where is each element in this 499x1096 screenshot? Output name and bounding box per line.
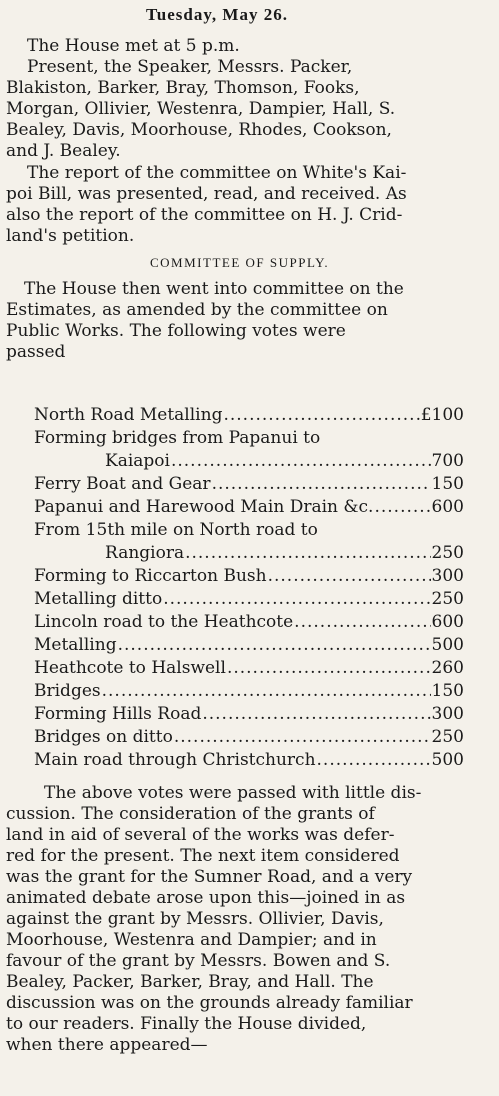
vote-amount: 250	[431, 589, 464, 609]
dot-leader	[118, 635, 431, 655]
vote-row	[34, 658, 464, 678]
paragraph-line: Moorhouse, Westenra and Dampier; and in	[6, 930, 377, 950]
paragraph-line: Estimates, as amended by the committee on	[6, 300, 388, 320]
dot-leader	[185, 543, 430, 563]
vote-name: Rangiora	[105, 543, 185, 563]
dot-leader	[163, 589, 430, 609]
dot-leader	[227, 658, 431, 678]
vote-name: Forming bridges from Papanui to	[34, 428, 321, 448]
paragraph-line: red for the present. The next item considered	[6, 846, 400, 866]
paragraph-line: discussion was on the grounds already familiar	[6, 993, 413, 1013]
vote-row	[34, 589, 464, 609]
paragraph-line: poi Bill, was presented, read, and received. As	[6, 184, 407, 204]
paragraph-line: The House then went into committee on the	[24, 279, 404, 299]
vote-amount: 260	[431, 658, 464, 678]
vote-name: Kaiapoi	[105, 451, 170, 471]
date-heading: Tuesday, May 26.	[146, 5, 288, 24]
paragraph-line: Morgan, Ollivier, Westenra, Dampier, Hall, S.	[6, 99, 396, 119]
vote-name: Metalling ditto	[34, 589, 163, 609]
dot-leader	[171, 451, 431, 471]
dot-leader	[174, 727, 431, 747]
vote-amount: 700	[431, 451, 464, 471]
paragraph-line: Public Works. The following votes were	[6, 321, 346, 341]
vote-amount: 600	[431, 497, 464, 517]
dot-leader	[317, 750, 431, 770]
vote-name: Bridges	[34, 681, 101, 701]
vote-row	[34, 497, 464, 517]
vote-amount: 600	[431, 612, 464, 632]
paragraph-line: favour of the grant by Messrs. Bowen and S.	[6, 951, 391, 971]
vote-amount: 250	[431, 727, 464, 747]
vote-name: From 15th mile on North road to	[34, 520, 318, 540]
paragraph-line: animated debate arose upon this—joined in as	[6, 888, 406, 908]
dot-leader	[102, 681, 431, 701]
paragraph-line: Present, the Speaker, Messrs. Packer,	[27, 57, 353, 77]
section-subheading: COMMITTEE OF SUPPLY.	[150, 255, 330, 270]
paragraph-line: and J. Bealey.	[6, 141, 121, 161]
vote-name: Papanui and Harewood Main Drain &c.	[34, 497, 374, 517]
paragraph-line: The report of the committee on White's Kai-	[27, 163, 407, 183]
dot-leader	[294, 612, 430, 632]
dot-leader	[374, 497, 430, 517]
vote-amount: 150	[431, 474, 464, 494]
vote-name: Bridges on ditto	[34, 727, 173, 747]
vote-amount: 150	[431, 681, 464, 701]
vote-name: Lincoln road to the Heathcote	[34, 612, 294, 632]
vote-amount: 250	[431, 543, 464, 563]
vote-name: Metalling	[34, 635, 117, 655]
vote-row	[34, 612, 464, 632]
paragraph-line: Blakiston, Barker, Bray, Thomson, Fooks,	[6, 78, 360, 98]
vote-amount: 500	[431, 750, 464, 770]
paragraph-line: land in aid of several of the works was defer-	[6, 825, 395, 845]
vote-row	[34, 635, 464, 655]
vote-row	[34, 405, 464, 425]
dot-leader	[268, 566, 431, 586]
vote-row	[34, 681, 464, 701]
paragraph-line: when there appeared—	[6, 1035, 208, 1055]
vote-row	[105, 451, 464, 471]
paragraph-line: The House met at 5 p.m.	[27, 36, 240, 56]
vote-name: Heathcote to Halswell	[34, 658, 226, 678]
dot-leader	[202, 704, 430, 724]
vote-amount: 300	[431, 704, 464, 724]
vote-amount: 500	[431, 635, 464, 655]
paragraph-line: Bealey, Packer, Barker, Bray, and Hall. The	[6, 972, 374, 992]
vote-name: North Road Metalling	[34, 405, 223, 425]
vote-row	[34, 750, 464, 770]
vote-amount: £100	[420, 405, 464, 425]
vote-name: Main road through Christchurch	[34, 750, 316, 770]
dot-leader	[212, 474, 431, 494]
vote-amount: 300	[431, 566, 464, 586]
vote-name: Ferry Boat and Gear	[34, 474, 211, 494]
vote-row	[105, 543, 464, 563]
vote-name: Forming to Riccarton Bush	[34, 566, 267, 586]
vote-row	[34, 566, 464, 586]
paragraph-line: The above votes were passed with little dis-	[44, 783, 422, 803]
vote-name: Forming Hills Road	[34, 704, 202, 724]
paragraph-line: Bealey, Davis, Moorhouse, Rhodes, Cookson,	[6, 120, 392, 140]
paragraph-line: also the report of the committee on H. J. Crid-	[6, 205, 403, 225]
paragraph-line: passed	[6, 342, 66, 362]
vote-row	[34, 704, 464, 724]
paragraph-line: cussion. The consideration of the grants of	[6, 804, 375, 824]
dot-leader	[223, 405, 419, 425]
vote-row	[34, 727, 464, 747]
paragraph-line: was the grant for the Sumner Road, and a very	[6, 867, 413, 887]
vote-row	[34, 474, 464, 494]
paragraph-line: against the grant by Messrs. Ollivier, Davis,	[6, 909, 384, 929]
paragraph-line: to our readers. Finally the House divided,	[6, 1014, 367, 1034]
paragraph-line: land's petition.	[6, 226, 135, 246]
